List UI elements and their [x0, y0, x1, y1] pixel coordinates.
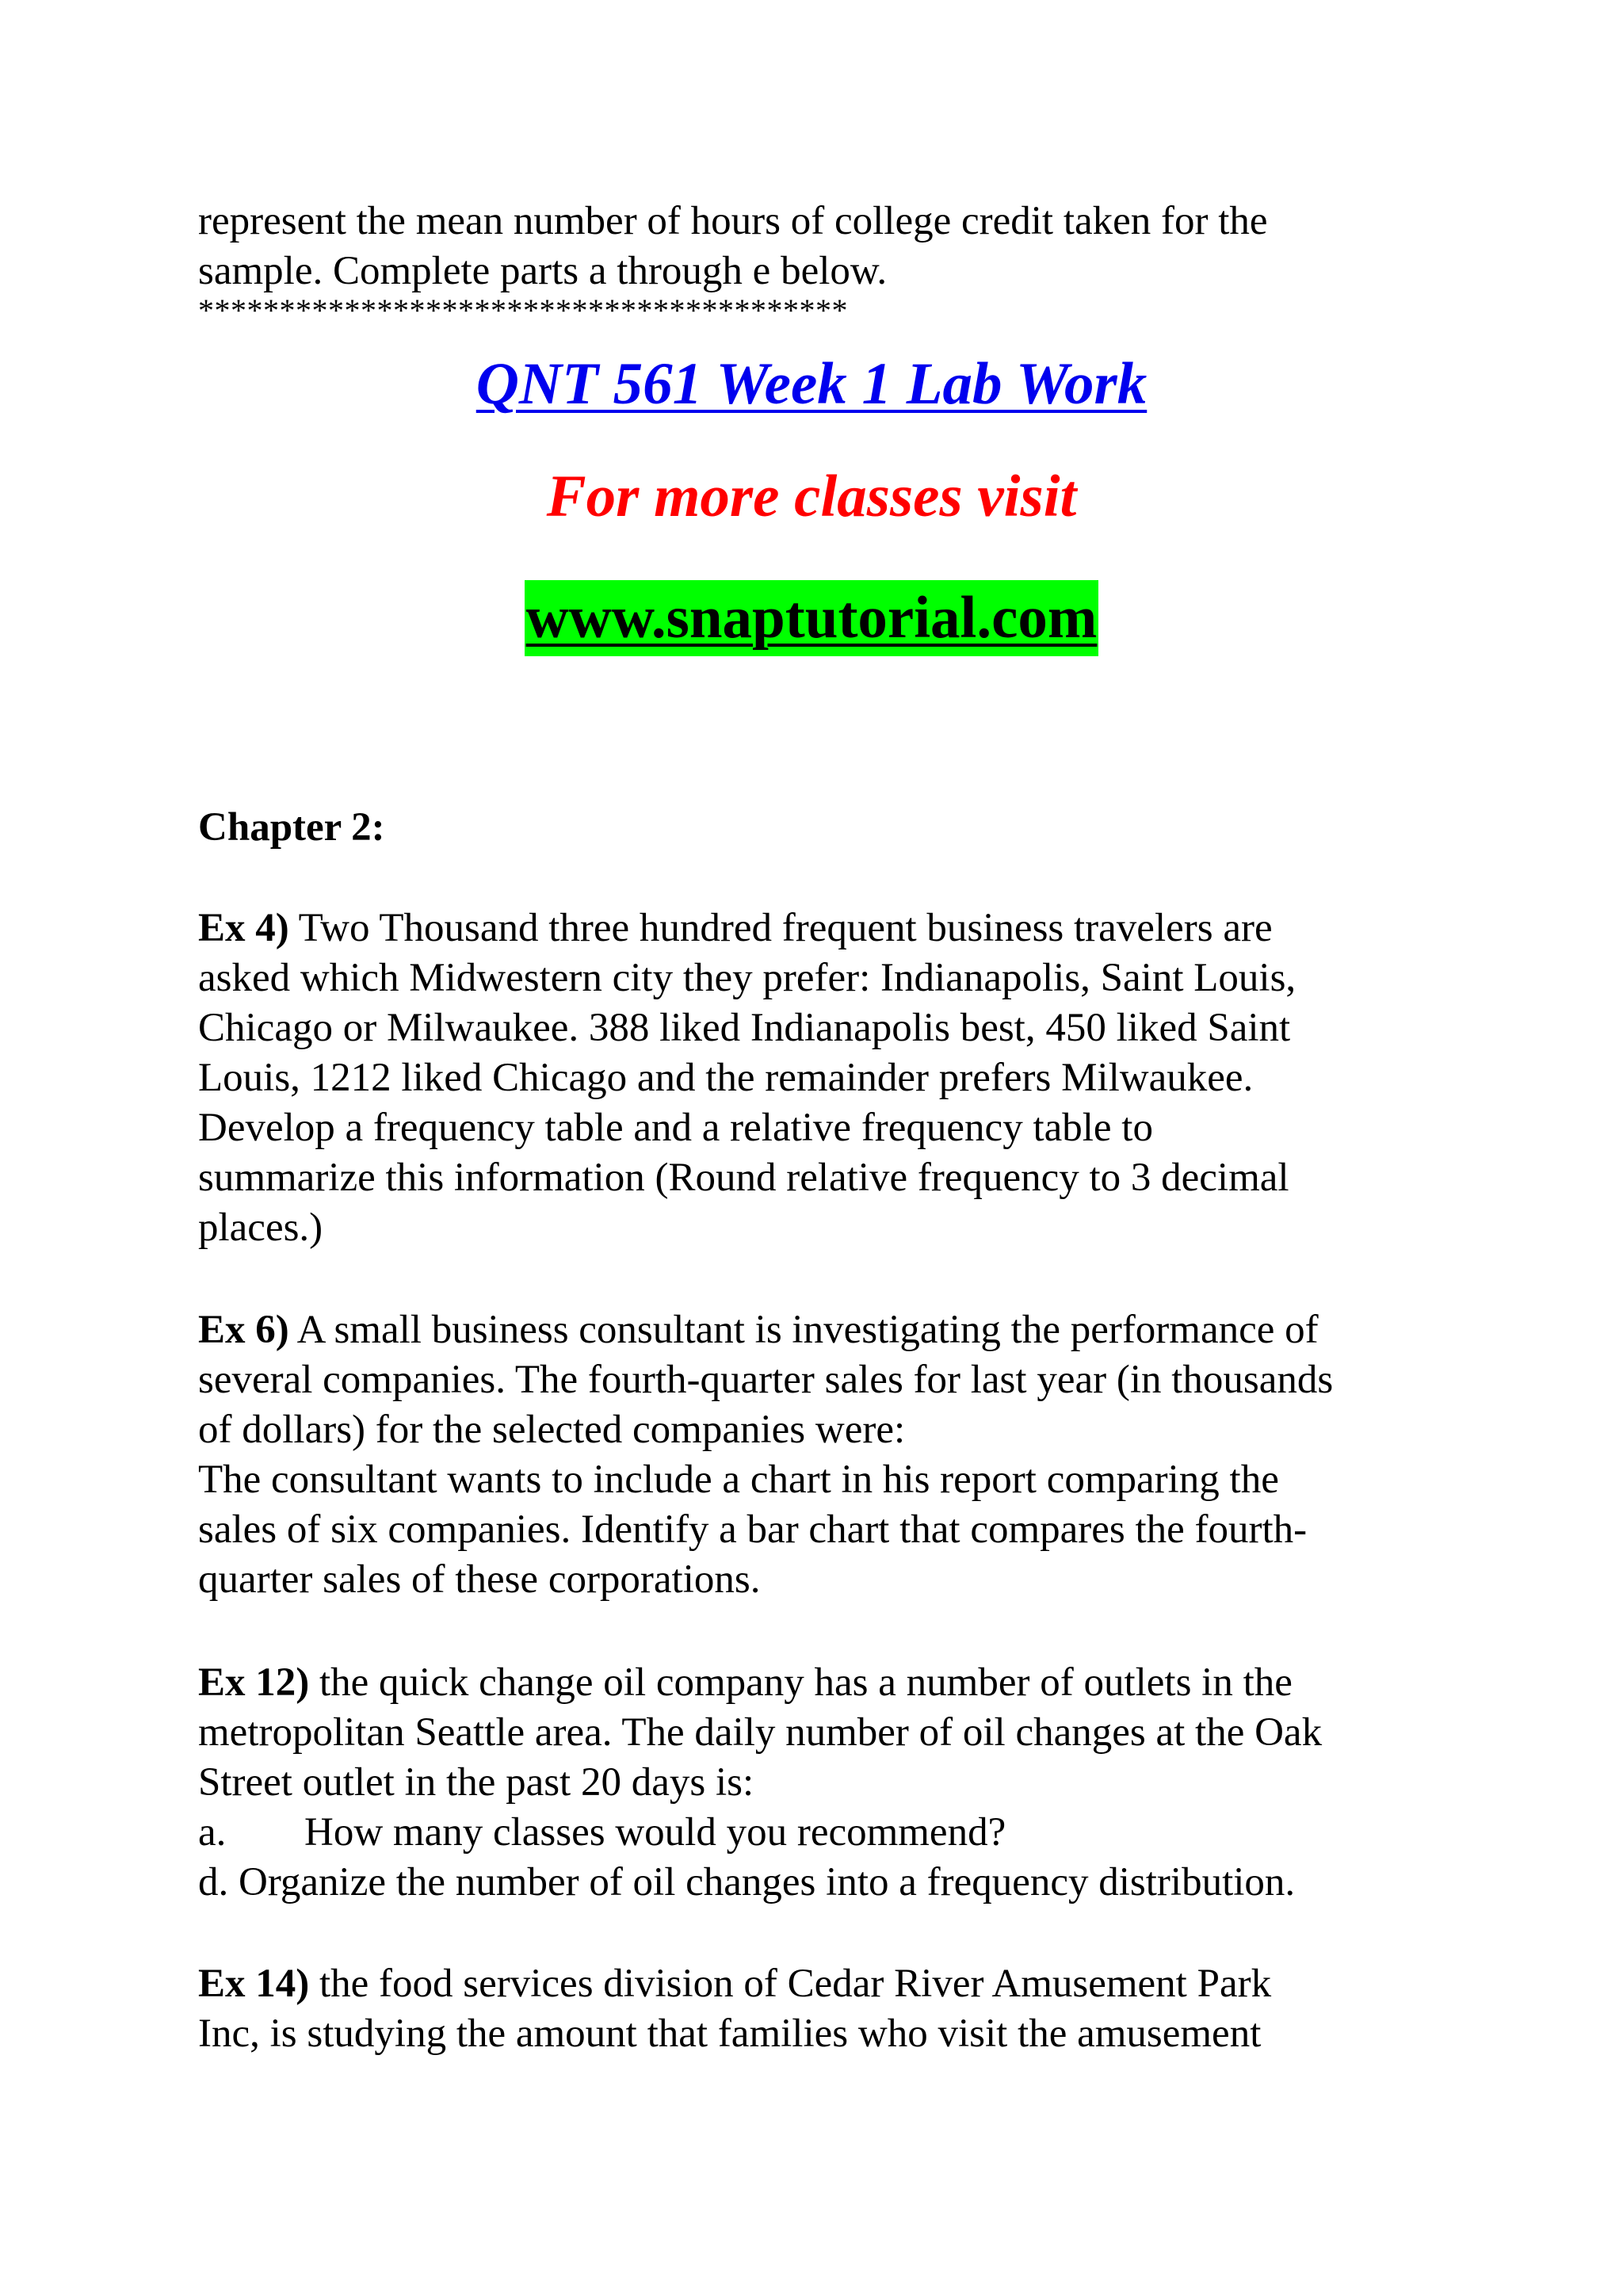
website-link[interactable]: www.snaptutorial.com — [525, 580, 1099, 656]
exercise-6 — [198, 1305, 1466, 1605]
exercise-12 — [198, 1658, 1466, 1908]
exercise-text: Two Thousand three hundred frequent business travelers are — [288, 906, 1273, 950]
exercise-line: places.) — [198, 1205, 323, 1250]
chapter-heading: Chapter 2: — [198, 805, 385, 850]
intro-line: represent the mean number of hours of college credit taken for the — [198, 199, 1268, 243]
exercise-line: several companies. The fourth-quarter sales for last year (in thousands — [198, 1358, 1334, 1402]
exercise-line: summarize this information (Round relative frequency to 3 decimal — [198, 1156, 1289, 1200]
exercise-line: asked which Midwestern city they prefer: Indianapolis, Saint Louis, — [198, 956, 1296, 1000]
exercise-first-line — [198, 1959, 1466, 2009]
exercise-item-a — [198, 1808, 1466, 1858]
exercise-first-line — [198, 1305, 1466, 1355]
exercise-line: Louis, 1212 liked Chicago and the remainder prefers Milwaukee. — [198, 1056, 1254, 1100]
course-title-link[interactable]: QNT 561 Week 1 Lab Work — [475, 351, 1148, 417]
exercise-text: the food services division of Cedar River Amusement Park — [309, 1962, 1272, 2006]
intro-paragraph — [198, 197, 1466, 296]
exercise-line: Chicago or Milwaukee. 388 liked Indianapolis best, 450 liked Saint — [198, 1006, 1291, 1050]
item-marker: a. — [198, 1810, 227, 1855]
exercise-item-d: d. Organize the number of oil changes into a frequency distribution. — [198, 1860, 1296, 1904]
exercise-first-line — [198, 904, 1466, 953]
exercise-14 — [198, 1959, 1466, 2059]
exercise-text: the quick change oil company has a number of outlets in the — [309, 1660, 1293, 1705]
exercise-line: sales of six companies. Identify a bar chart that compares the fourth- — [198, 1507, 1308, 1552]
exercise-text: A small business consultant is investigating the performance of — [288, 1308, 1319, 1352]
site-link-wrap — [0, 580, 1623, 656]
item-text: How many classes would you recommend? — [304, 1810, 1006, 1855]
exercise-label: Ex 12) — [198, 1660, 310, 1705]
exercise-line: of dollars) for the selected companies were: — [198, 1408, 906, 1452]
exercise-line: metropolitan Seattle area. The daily number of oil changes at the Oak — [198, 1710, 1323, 1755]
exercise-line: The consultant wants to include a chart in his report comparing the — [198, 1457, 1279, 1502]
exercise-first-line — [198, 1658, 1466, 1708]
exercise-line: quarter sales of these corporations. — [198, 1557, 761, 1602]
exercise-line: Street outlet in the past 20 days is: — [198, 1760, 754, 1805]
exercise-4 — [198, 904, 1466, 1253]
exercise-label: Ex 4) — [198, 906, 289, 950]
intro-line: sample. Complete parts a through e below. — [198, 249, 888, 293]
exercise-label: Ex 14) — [198, 1962, 310, 2006]
exercise-line: Develop a frequency table and a relative frequency table to — [198, 1106, 1153, 1150]
exercise-label: Ex 6) — [198, 1308, 289, 1352]
asterisk-separator: **************************************** — [198, 292, 848, 328]
exercise-line: Inc, is studying the amount that families who visit the amusement — [198, 2011, 1262, 2056]
promo-text: For more classes visit — [546, 464, 1077, 529]
